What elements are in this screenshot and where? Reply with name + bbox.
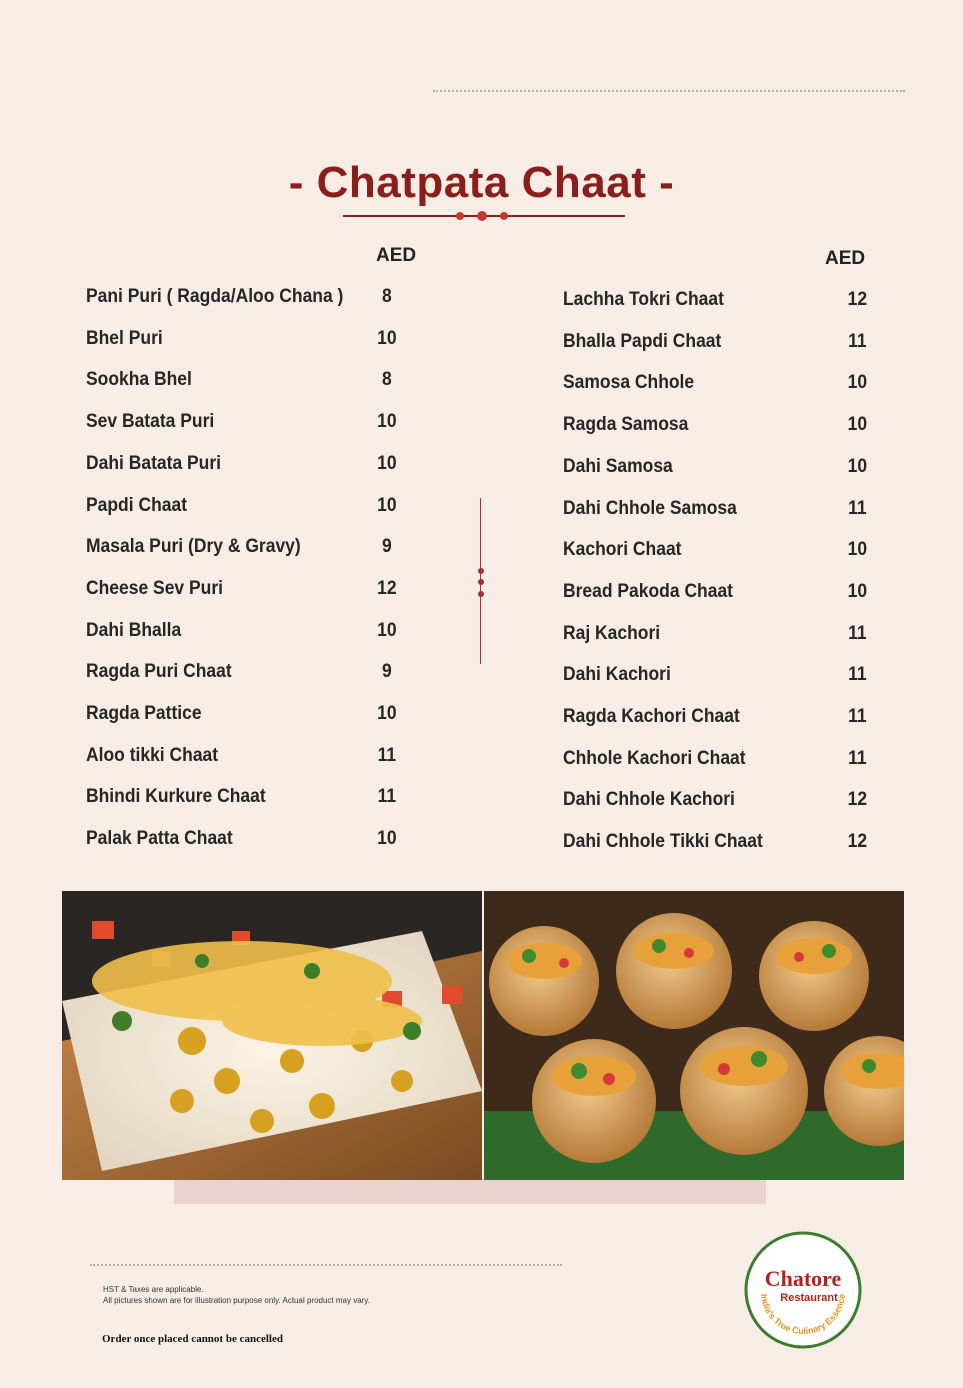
menu-item-name: Dahi Samosa [563, 455, 673, 477]
menu-item-price: 12 [847, 789, 868, 811]
menu-item-price: 11 [848, 622, 867, 644]
menu-item-price: 10 [847, 539, 868, 561]
menu-item [86, 411, 417, 441]
menu-item-name: Sookha Bhel [86, 369, 192, 391]
menu-item-name: Dahi Kachori [563, 664, 671, 686]
menu-item-price: 10 [377, 452, 397, 474]
menu-item [563, 331, 876, 361]
menu-item [563, 789, 876, 819]
menu-item-price: 10 [847, 455, 868, 477]
menu-item-price: 8 [381, 369, 392, 391]
menu-item-price: 9 [381, 661, 392, 683]
menu-item-price: 12 [847, 831, 868, 853]
menu-item-price: 11 [848, 330, 867, 352]
svg-text:Chatore: Chatore [764, 1266, 842, 1291]
menu-item [86, 578, 417, 608]
menu-item-name: Bread Pakoda Chaat [563, 580, 734, 602]
menu-item [86, 286, 417, 316]
title-ornament-dot [456, 212, 464, 220]
menu-item-price: 12 [847, 289, 868, 310]
menu-item-price: 9 [381, 536, 392, 558]
menu-item [563, 539, 876, 569]
pani-puri-photo [484, 891, 904, 1180]
menu-item [563, 664, 876, 694]
menu-item-name: Dahi Batata Puri [86, 452, 222, 474]
right-currency-header: AED [825, 248, 866, 269]
menu-item [563, 581, 876, 611]
menu-item-name: Pani Puri ( Ragda/Aloo Chana ) [86, 286, 344, 307]
menu-item [86, 536, 417, 566]
menu-item-price: 10 [377, 619, 397, 641]
menu-item [563, 414, 876, 444]
menu-item-price: 11 [848, 497, 867, 519]
menu-item [86, 620, 417, 650]
menu-item-name: Dahi Chhole Kachori [563, 789, 735, 811]
title-ornament-dot [477, 211, 487, 221]
no-cancel-note: Order once placed cannot be cancelled [102, 1333, 283, 1345]
disclaimer-note: All pictures shown are for illustration purpose only. Actual product may vary. [103, 1296, 370, 1305]
menu-item [86, 453, 417, 483]
left-currency-header: AED [376, 245, 417, 266]
menu-item [563, 498, 876, 528]
svg-text:India's True Culinary Essence: India's True Culinary Essence [759, 1293, 848, 1337]
menu-item [563, 748, 876, 778]
menu-item-name: Cheese Sev Puri [86, 577, 224, 599]
menu-item [563, 831, 876, 861]
menu-item-price: 11 [848, 747, 867, 769]
menu-item-name: Dahi Chhole Samosa [563, 497, 737, 519]
menu-item-price: 10 [847, 372, 868, 394]
menu-item-price: 10 [377, 703, 397, 724]
menu-item-price: 11 [377, 786, 397, 808]
menu-item-name: Masala Puri (Dry & Gravy) [86, 536, 301, 558]
menu-item-price: 10 [377, 327, 397, 349]
menu-item-price: 10 [847, 580, 868, 602]
menu-item-name: Aloo tikki Chaat [86, 744, 219, 766]
menu-item-name: Chhole Kachori Chaat [563, 747, 746, 769]
menu-item-name: Ragda Samosa [563, 414, 689, 436]
menu-item [563, 289, 876, 319]
menu-item [563, 372, 876, 402]
bottom-dotted-divider [90, 1264, 562, 1266]
menu-item-price: 10 [377, 494, 397, 516]
menu-item-price: 10 [377, 828, 397, 850]
menu-item-name: Sev Batata Puri [86, 411, 215, 433]
title-ornament-dot [500, 212, 508, 220]
menu-item [86, 661, 417, 691]
menu-item-name: Ragda Kachori Chaat [563, 706, 740, 727]
menu-item [86, 703, 417, 733]
menu-item [86, 745, 417, 775]
sev-puri-photo [62, 891, 482, 1180]
menu-item-name: Dahi Chhole Tikki Chaat [563, 831, 763, 853]
menu-item [86, 328, 417, 358]
menu-item-name: Palak Patta Chaat [86, 828, 233, 850]
menu-item [563, 456, 876, 486]
menu-item-name: Papdi Chaat [86, 494, 188, 516]
menu-item-name: Ragda Pattice [86, 703, 202, 724]
menu-item-price: 10 [377, 411, 397, 433]
menu-item-name: Bhalla Papdi Chaat [563, 330, 722, 352]
divider-dot [478, 568, 484, 574]
menu-item-name: Kachori Chaat [563, 539, 682, 561]
svg-text:Restaurant: Restaurant [780, 1292, 838, 1304]
menu-item-price: 8 [381, 286, 392, 307]
menu-item [86, 495, 417, 525]
menu-item [563, 623, 876, 653]
divider-dot [478, 579, 484, 585]
menu-item [86, 369, 417, 399]
menu-item [86, 786, 417, 816]
menu-item-name: Ragda Puri Chaat [86, 661, 232, 683]
top-dotted-divider [433, 90, 905, 92]
menu-item-price: 11 [377, 744, 397, 766]
menu-item-name: Dahi Bhalla [86, 619, 182, 641]
menu-item-name: Bhindi Kurkure Chaat [86, 786, 266, 808]
menu-item-price: 12 [377, 577, 397, 599]
divider-dot [478, 591, 484, 597]
menu-item [86, 828, 417, 858]
taxes-note: HST & Taxes are applicable. [103, 1285, 204, 1294]
restaurant-logo [743, 1230, 863, 1350]
menu-item-price: 11 [848, 706, 867, 727]
menu-item-name: Lachha Tokri Chaat [563, 289, 724, 310]
page-title: - Chatpata Chaat - [288, 158, 675, 207]
menu-item-name: Raj Kachori [563, 622, 661, 644]
menu-item-name: Bhel Puri [86, 327, 163, 349]
menu-item-price: 11 [848, 664, 867, 686]
photo-shadow-band [174, 1178, 766, 1204]
menu-item [563, 706, 876, 736]
menu-item-price: 10 [847, 414, 868, 436]
menu-item-name: Samosa Chhole [563, 372, 695, 394]
